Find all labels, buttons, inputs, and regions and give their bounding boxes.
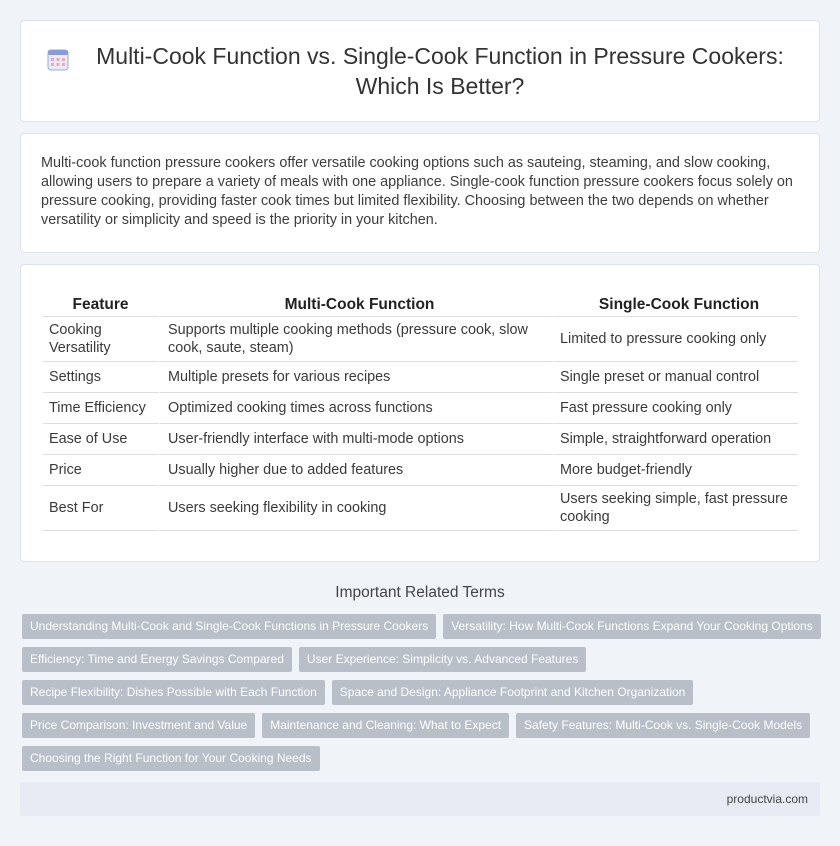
single-cook-cell: Simple, straightforward operation	[553, 424, 798, 455]
multi-cook-cell: Multiple presets for various recipes	[160, 362, 553, 393]
header-feature: Feature	[43, 291, 160, 317]
table-row	[43, 486, 798, 531]
multi-cook-cell: Supports multiple cooking methods (pressure cook, slow cook, saute, steam)	[160, 317, 553, 362]
table-row	[43, 362, 798, 393]
intro-text: Multi-cook function pressure cookers offer versatile cooking options such as sauteing, steaming, and slow cooking, allowing users to prepare a variety of meals with one appliance. Single-cook function pressure cookers focus solely on pressure cooking, providing faster cook times but limited flexibility. Choosing between the two depends on whether versatility or simplicity and speed is the priority in your kitchen.	[41, 155, 793, 228]
feature-cell: Price	[43, 455, 160, 486]
footer-site-link[interactable]: productvia.com	[726, 792, 808, 806]
related-term-tag[interactable]: Price Comparison: Investment and Value	[22, 713, 255, 738]
intro-card	[20, 133, 820, 253]
related-term-tag[interactable]: Space and Design: Appliance Footprint and Kitchen Organization	[332, 680, 694, 705]
related-term-tag[interactable]: Choosing the Right Function for Your Cooking Needs	[22, 746, 320, 771]
table-row	[43, 393, 798, 424]
header-multi-cook: Multi-Cook Function	[160, 291, 553, 317]
multi-cook-cell: Usually higher due to added features	[160, 455, 553, 486]
single-cook-cell: Limited to pressure cooking only	[553, 317, 798, 362]
multi-cook-cell: Optimized cooking times across functions	[160, 393, 553, 424]
feature-cell: Cooking Versatility	[43, 317, 160, 362]
feature-cell: Ease of Use	[43, 424, 160, 455]
related-term-tag[interactable]: Safety Features: Multi-Cook vs. Single-Cook Models	[516, 713, 810, 738]
multi-cook-cell: User-friendly interface with multi-mode options	[160, 424, 553, 455]
related-term-tag[interactable]: Recipe Flexibility: Dishes Possible with Each Function	[22, 680, 325, 705]
title-card	[20, 20, 820, 122]
related-term-tag[interactable]: User Experience: Simplicity vs. Advanced Features	[299, 647, 586, 672]
table-row	[43, 317, 798, 362]
feature-cell: Settings	[43, 362, 160, 393]
comparison-table	[43, 291, 798, 531]
multi-cook-cell: Users seeking flexibility in cooking	[160, 486, 553, 531]
feature-cell: Best For	[43, 486, 160, 531]
single-cook-cell: Single preset or manual control	[553, 362, 798, 393]
page-title: Multi-Cook Function vs. Single-Cook Function in Pressure Cookers: Which Is Better?	[96, 43, 784, 99]
related-terms-title: Important Related Terms	[335, 584, 505, 601]
single-cook-cell: Users seeking simple, fast pressure cooking	[553, 486, 798, 531]
single-cook-cell: Fast pressure cooking only	[553, 393, 798, 424]
comparison-card	[20, 264, 820, 562]
related-term-tag[interactable]: Understanding Multi-Cook and Single-Cook Functions in Pressure Cookers	[22, 614, 436, 639]
table-row	[43, 455, 798, 486]
single-cook-cell: More budget-friendly	[553, 455, 798, 486]
feature-cell: Time Efficiency	[43, 393, 160, 424]
header-single-cook: Single-Cook Function	[553, 291, 798, 317]
footer	[20, 782, 820, 816]
table-row	[43, 424, 798, 455]
related-terms-list	[22, 614, 822, 771]
related-term-tag[interactable]: Versatility: How Multi-Cook Functions Expand Your Cooking Options	[443, 614, 821, 639]
related-term-tag[interactable]: Maintenance and Cleaning: What to Expect	[262, 713, 509, 738]
table-header-row	[43, 291, 798, 317]
related-term-tag[interactable]: Efficiency: Time and Energy Savings Compared	[22, 647, 292, 672]
